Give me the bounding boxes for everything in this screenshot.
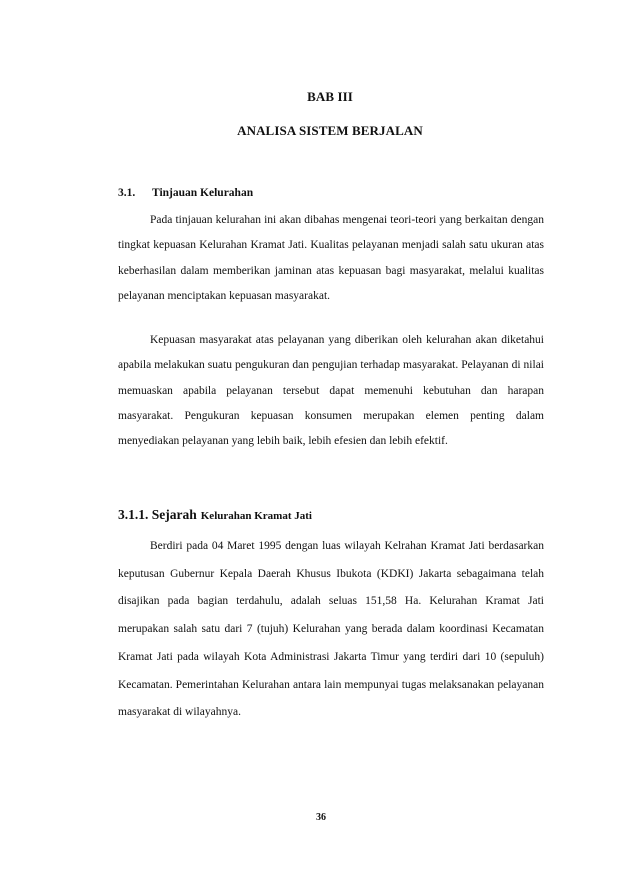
subsection-number-title: 3.1.1. Sejarah — [118, 507, 197, 522]
section-heading — [118, 187, 253, 199]
section-paragraph-1: Pada tinjauan kelurahan ini akan dibahas mengenai teori-teori yang berkaitan dengan tingkat kepuasan Kelurahan Kramat Jati. Kualitas pelayanan menjadi salah satu ukuran atas keberhasilan dalam memberikan jaminan atas kepuasan bagi masyarakat, melalui kualitas pelayanan menciptakan kepuasan masyarakat. — [118, 214, 544, 302]
page-number: 36 — [316, 812, 326, 823]
subsection-paragraph: Berdiri pada 04 Maret 1995 dengan luas wilayah Kelrahan Kramat Jati berdasarkan keputusan Gubernur Kepala Daerah Khusus Ibukota (KDKI) Jakarta sebagaimana telah disajikan pada bagian terdahulu, adalah seluas 151,58 Ha. Kelurahan Kramat Jati merupakan salah satu dari 7 (tujuh) Kelurahan yang berada dalam koordinasi Kecamatan Kramat Jati pada wilayah Kota Administrasi Jakarta Timur yang terdiri dari 10 (sepuluh) Kecamatan. Pemerintahan Kelurahan antara lain mempunyai tugas melaksanakan pelayanan masyarakat di wilayahnya. — [118, 540, 544, 719]
section-number: 3.1. — [118, 187, 136, 199]
section-title: Tinjauan Kelurahan — [152, 187, 254, 199]
chapter-number: BAB III — [307, 89, 353, 104]
section-paragraph-2: Kepuasan masyarakat atas pelayanan yang diberikan oleh kelurahan akan diketahui apabila melakukan suatu pengukuran dan pengujian terhadap masyarakat. Pelayanan di nilai memuaskan apabila pelayanan tersebut dapat memenuhi kebutuhan dan harapan masyarakat. Pengukuran kepuasan konsumen merupakan elemen penting dalam menyediakan pelayanan yang lebih baik, lebih efesien dan lebih efektif. — [118, 334, 544, 448]
subsection-title-rest: Kelurahan Kramat Jati — [200, 510, 312, 522]
chapter-title: ANALISA SISTEM BERJALAN — [237, 123, 423, 138]
subsection-heading — [118, 506, 312, 524]
